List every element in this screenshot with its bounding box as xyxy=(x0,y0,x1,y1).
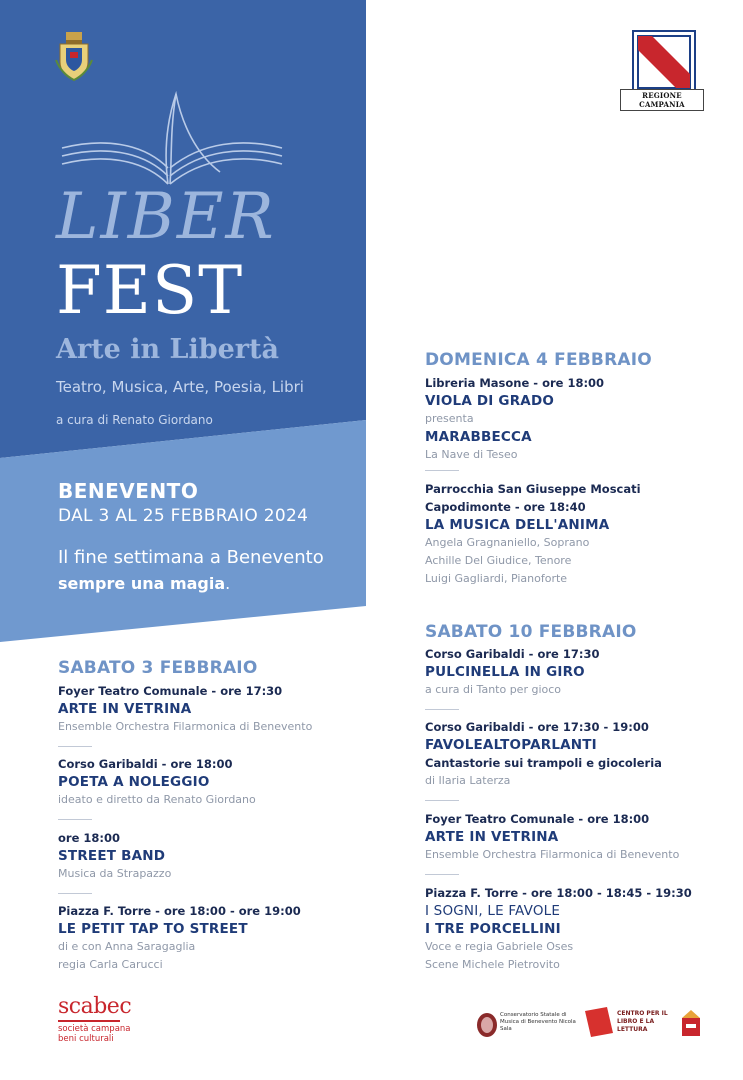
event-place: Piazza F. Torre - ore 18:00 - 18:45 - 19:30 xyxy=(425,886,692,900)
conservatorio-icon xyxy=(476,1012,498,1038)
weekend-line: Il fine settimana a Benevento xyxy=(58,547,324,568)
event-musica-dell-anima xyxy=(425,480,735,588)
event-note: a cura di Tanto per gioco xyxy=(425,683,562,696)
event-place: Corso Garibaldi - ore 18:00 xyxy=(58,757,233,771)
event-place-2: Capodimonte - ore 18:40 xyxy=(425,500,586,514)
event-place: Foyer Teatro Comunale - ore 17:30 xyxy=(58,684,283,698)
event-note: Ensemble Orchestra Filarmonica di Benevento xyxy=(58,720,313,733)
event-arte-in-vetrina-2 xyxy=(425,810,735,864)
divider xyxy=(425,800,459,801)
regione-campania-logo xyxy=(632,30,696,94)
scabec-logo xyxy=(58,996,131,1044)
event-title: FAVOLEALTOPARLANTI xyxy=(425,737,597,753)
event-note: di Ilaria Laterza xyxy=(425,774,511,787)
scabec-name: scabec xyxy=(58,994,132,1019)
event-title: LE PETIT TAP TO STREET xyxy=(58,921,248,937)
curator: a cura di Renato Giordano xyxy=(56,413,213,427)
event-title: LA MUSICA DELL'ANIMA xyxy=(425,517,610,533)
banner-light-panel xyxy=(0,420,366,642)
event-poeta-a-noleggio xyxy=(58,755,368,809)
divider xyxy=(425,709,459,710)
city: BENEVENTO xyxy=(58,479,199,503)
event-le-petit-tap xyxy=(58,902,368,974)
event-title-2: MARABBECCA xyxy=(425,429,532,445)
event-place: Foyer Teatro Comunale - ore 18:00 xyxy=(425,812,650,826)
event-place: Corso Garibaldi - ore 17:30 xyxy=(425,647,600,661)
event-note: di e con Anna Saragaglia xyxy=(58,940,196,953)
title-liber: LIBER xyxy=(56,180,276,254)
day-heading-sun4: DOMENICA 4 FEBBRAIO xyxy=(425,350,652,370)
region-label: REGIONE CAMPANIA xyxy=(620,89,704,111)
event-tre-porcellini xyxy=(425,884,735,974)
event-street-band xyxy=(58,829,368,883)
event-place: ore 18:00 xyxy=(58,831,120,845)
event-title-2: I TRE PORCELLINI xyxy=(425,921,561,937)
event-note: Achille Del Giudice, Tenore xyxy=(425,554,572,567)
event-place: Piazza F. Torre - ore 18:00 - ore 19:00 xyxy=(58,904,301,918)
day-heading-sat3: SABATO 3 FEBBRAIO xyxy=(58,658,258,678)
event-title: I SOGNI, LE FAVOLE xyxy=(425,903,561,919)
event-note: Luigi Gagliardi, Pianoforte xyxy=(425,572,568,585)
tagline: Arte in Libertà xyxy=(56,334,280,365)
event-note: regia Carla Carucci xyxy=(58,958,163,971)
magic-line xyxy=(58,574,230,593)
open-book-icon xyxy=(58,90,286,190)
magic-text: sempre una magia xyxy=(58,574,226,593)
event-title: POETA A NOLEGGIO xyxy=(58,774,210,790)
event-note: presenta xyxy=(425,412,474,425)
scabec-line-1: società campana xyxy=(58,1024,131,1034)
event-arte-in-vetrina xyxy=(58,682,368,736)
festival-dates: DAL 3 AL 25 FEBBRAIO 2024 xyxy=(58,506,309,526)
centro-book-icon xyxy=(585,1007,613,1037)
conservatorio-logo xyxy=(476,1010,576,1040)
title-fest: FEST xyxy=(56,252,244,329)
event-title: STREET BAND xyxy=(58,848,166,864)
divider xyxy=(425,470,459,471)
event-note: Voce e regia Gabriele Oses xyxy=(425,940,574,953)
event-note: Musica da Strapazzo xyxy=(58,867,172,880)
event-note: ideato e diretto da Renato Giordano xyxy=(58,793,256,806)
campania-flag-icon xyxy=(634,32,694,92)
day-heading-sat10: SABATO 10 FEBBRAIO xyxy=(425,622,637,642)
coat-of-arms-icon xyxy=(52,30,96,84)
magic-period: . xyxy=(225,574,231,593)
divider xyxy=(58,893,92,894)
scabec-line-2: beni culturali xyxy=(58,1034,114,1044)
event-place: Parrocchia San Giuseppe Moscati xyxy=(425,482,641,496)
centro-name: CENTRO PER IL LIBRO E LA LETTURA xyxy=(617,1010,668,1033)
event-viola-di-grado xyxy=(425,374,735,464)
event-title: ARTE IN VETRINA xyxy=(425,829,559,845)
event-note: Angela Gragnaniello, Soprano xyxy=(425,536,590,549)
event-note: La Nave di Teseo xyxy=(425,448,518,461)
partner-logo-icon xyxy=(680,1008,702,1038)
event-subtitle: Cantastorie sui trampoli e giocoleria xyxy=(425,756,662,770)
event-favolealtoparlanti xyxy=(425,718,735,790)
centro-libro-logo xyxy=(585,1007,675,1041)
conservatorio-name: Conservatorio Statale di Musica di Benevento Nicola Sala xyxy=(500,1012,576,1032)
subtitle: Teatro, Musica, Arte, Poesia, Libri xyxy=(56,378,304,396)
event-note: Ensemble Orchestra Filarmonica di Benevento xyxy=(425,848,680,861)
divider xyxy=(58,746,92,747)
event-note: Scene Michele Pietrovito xyxy=(425,958,560,971)
divider xyxy=(58,819,92,820)
event-pulcinella-in-giro xyxy=(425,645,735,699)
event-title: PULCINELLA IN GIRO xyxy=(425,664,585,680)
event-place: Corso Garibaldi - ore 17:30 - 19:00 xyxy=(425,720,649,734)
event-place: Libreria Masone - ore 18:00 xyxy=(425,376,605,390)
event-title: ARTE IN VETRINA xyxy=(58,701,192,717)
scabec-rule xyxy=(58,1020,120,1022)
divider xyxy=(425,874,459,875)
event-title: VIOLA DI GRADO xyxy=(425,393,555,409)
